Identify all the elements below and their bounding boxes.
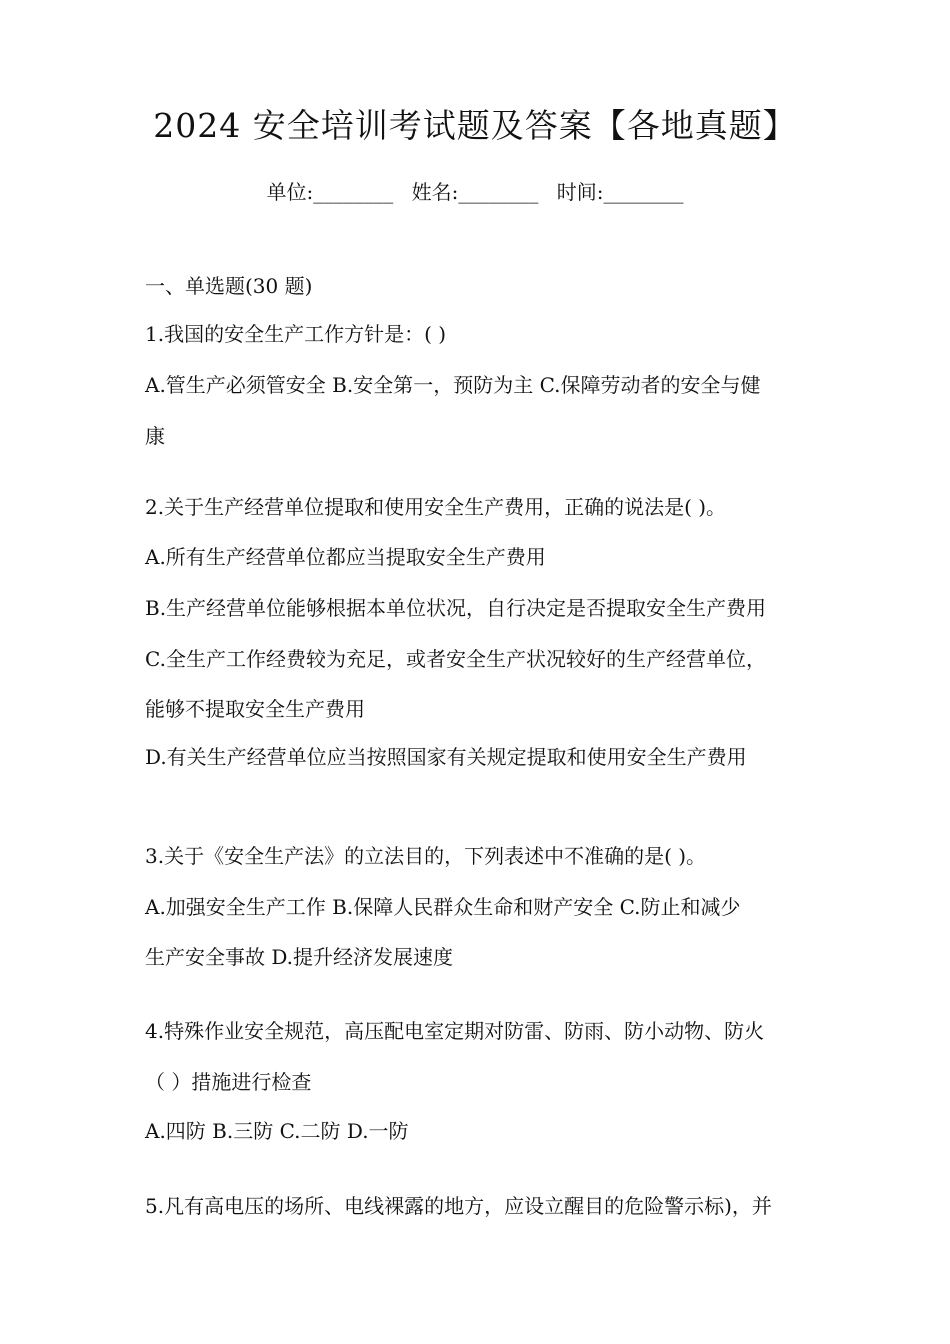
question-4-options: A.四防 B.三防 C.二防 D.一防 bbox=[145, 1119, 409, 1143]
question-3-stem: 3.关于《安全生产法》的立法目的，下列表述中不准确的是( )。 bbox=[145, 844, 707, 868]
page-title: 2024 安全培训考试题及答案【各地真题】 bbox=[153, 106, 797, 145]
question-2-option-d: D.有关生产经营单位应当按照国家有关规定提取和使用安全生产费用 bbox=[145, 745, 747, 769]
question-1-stem: 1.我国的安全生产工作方针是：( ) bbox=[145, 322, 447, 346]
question-2-option-c-cont: 能够不提取安全生产费用 bbox=[145, 697, 365, 721]
question-1-options-cont: 康 bbox=[145, 424, 165, 448]
question-2-option-b: B.生产经营单位能够根据本单位状况，自行决定是否提取安全生产费用 bbox=[145, 596, 767, 620]
name-field: 姓名:________ bbox=[411, 180, 539, 204]
info-line bbox=[0, 176, 950, 205]
question-5-stem: 5.凡有高电压的场所、电线裸露的地方，应设立醒目的危险警示标)，并 bbox=[145, 1194, 772, 1218]
question-2-option-a: A.所有生产经营单位都应当提取安全生产费用 bbox=[145, 545, 546, 569]
question-1-options: A.管生产必须管安全 B.安全第一，预防为主 C.保障劳动者的安全与健 bbox=[145, 373, 761, 397]
question-2-stem: 2.关于生产经营单位提取和使用安全生产费用，正确的说法是( )。 bbox=[145, 495, 727, 519]
question-3-options: A.加强安全生产工作 B.保障人民群众生命和财产安全 C.防止和减少 bbox=[145, 895, 741, 919]
question-3-options-cont: 生产安全事故 D.提升经济发展速度 bbox=[145, 945, 454, 969]
unit-field: 单位:________ bbox=[266, 180, 394, 204]
question-4-stem: 4.特殊作业安全规范，高压配电室定期对防雷、防雨、防小动物、防火 bbox=[145, 1019, 765, 1043]
section-heading: 一、单选题(30 题) bbox=[145, 274, 313, 298]
question-4-stem-cont: （ ）措施进行检查 bbox=[145, 1070, 312, 1094]
question-2-option-c: C.全生产工作经费较为充足，或者安全生产状况较好的生产经营单位， bbox=[145, 647, 766, 671]
time-field: 时间:________ bbox=[556, 180, 684, 204]
